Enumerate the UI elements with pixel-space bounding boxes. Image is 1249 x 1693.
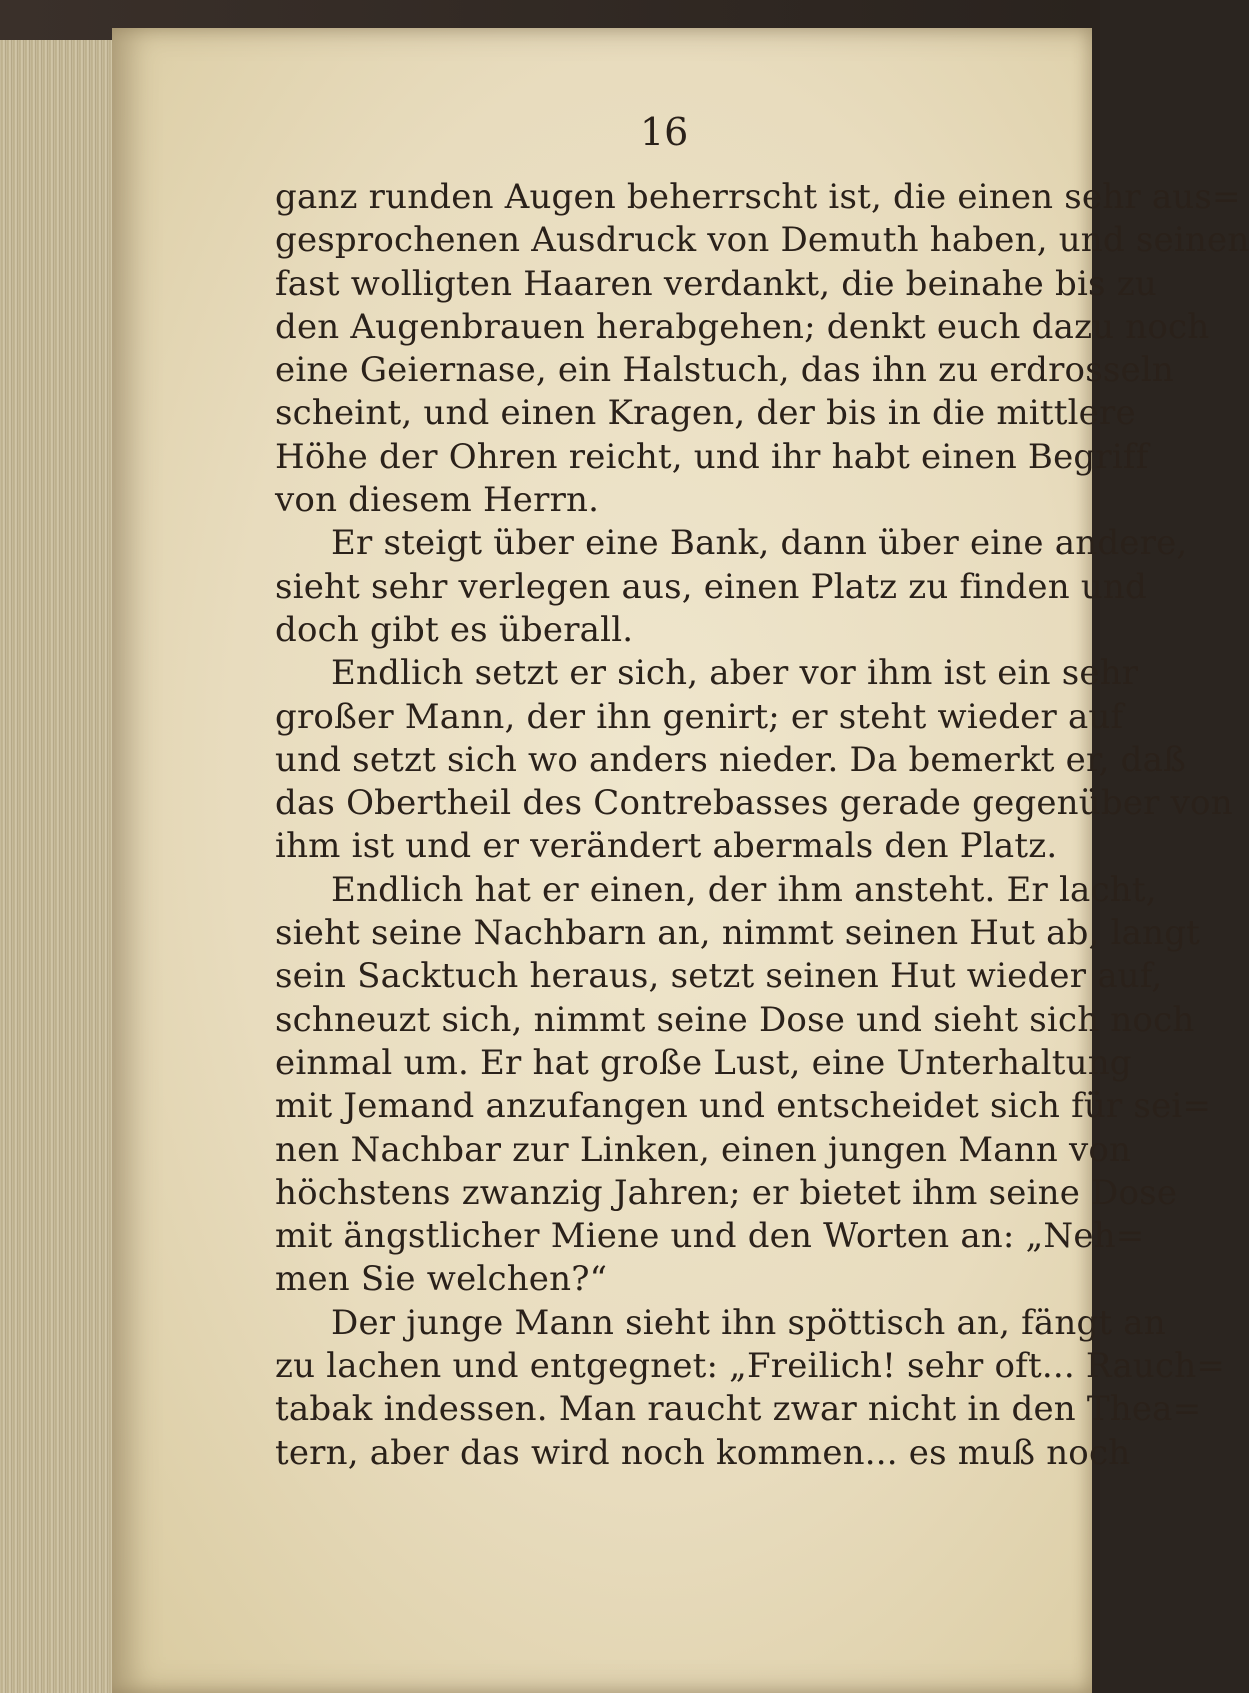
text-line: mit ängstlicher Miene und den Worten an: „Neh= bbox=[275, 1216, 1145, 1257]
text-line: gesprochenen Ausdruck von Demuth haben, und seinen bbox=[275, 220, 1249, 261]
text-line: großer Mann, der ihn genirt; er steht wieder auf bbox=[275, 696, 1124, 737]
text-line: mit Jemand anzufangen und entscheidet sich für sei= bbox=[275, 1086, 1212, 1127]
text-line: Höhe der Ohren reicht, und ihr habt einen Begriff bbox=[275, 436, 1149, 477]
text-line: scheint, und einen Kragen, der bis in die mittlere bbox=[275, 393, 1136, 434]
text-line: nen Nachbar zur Linken, einen jungen Mann von bbox=[275, 1129, 1132, 1170]
text-line: schneuzt sich, nimmt seine Dose und sieht sich noch bbox=[275, 999, 1195, 1040]
text-line: den Augenbrauen herabgehen; denkt euch dazu noch bbox=[275, 306, 1210, 347]
page-number: 16 bbox=[640, 110, 689, 154]
text-line: Endlich setzt er sich, aber vor ihm ist ein sehr bbox=[331, 653, 1139, 694]
text-line: das Obertheil des Contrebasses gerade gegenüber von bbox=[275, 783, 1233, 824]
text-line: einmal um. Er hat große Lust, eine Unterhaltung bbox=[275, 1042, 1132, 1083]
text-line: tern, aber das wird noch kommen... es muß noch bbox=[275, 1432, 1131, 1473]
text-line: eine Geiernase, ein Halstuch, das ihn zu erdrosseln bbox=[275, 350, 1174, 391]
text-line: sein Sacktuch heraus, setzt seinen Hut wieder auf, bbox=[275, 956, 1163, 997]
text-line: Er steigt über eine Bank, dann über eine andere, bbox=[331, 523, 1188, 564]
text-line: von diesem Herrn. bbox=[275, 480, 600, 521]
text-line: und setzt sich wo anders nieder. Da bemerkt er, daß bbox=[275, 739, 1187, 780]
text-line: doch gibt es überall. bbox=[275, 609, 634, 650]
text-line: höchstens zwanzig Jahren; er bietet ihm seine Dose bbox=[275, 1172, 1178, 1213]
text-line: ihm ist und er verändert abermals den Platz. bbox=[275, 826, 1058, 867]
text-line: Der junge Mann sieht ihn spöttisch an, fängt an bbox=[331, 1302, 1166, 1343]
text-line: tabak indessen. Man raucht zwar nicht in den Thea= bbox=[275, 1389, 1202, 1430]
text-line: men Sie welchen?“ bbox=[275, 1259, 608, 1300]
text-line: sieht sehr verlegen aus, einen Platz zu finden und bbox=[275, 566, 1147, 607]
text-line: fast wolligten Haaren verdankt, die beinahe bis zu bbox=[275, 263, 1157, 304]
text-line: Endlich hat er einen, der ihm ansteht. Er lacht, bbox=[331, 869, 1157, 910]
text-line: zu lachen und entgegnet: „Freilich! sehr oft... Rauch= bbox=[275, 1346, 1226, 1387]
text-line: ganz runden Augen beherrscht ist, die einen sehr aus= bbox=[275, 177, 1241, 217]
text-line: sieht seine Nachbarn an, nimmt seinen Hut ab, langt bbox=[275, 913, 1201, 954]
body-text bbox=[275, 176, 1249, 1475]
page-edges bbox=[0, 40, 125, 1693]
